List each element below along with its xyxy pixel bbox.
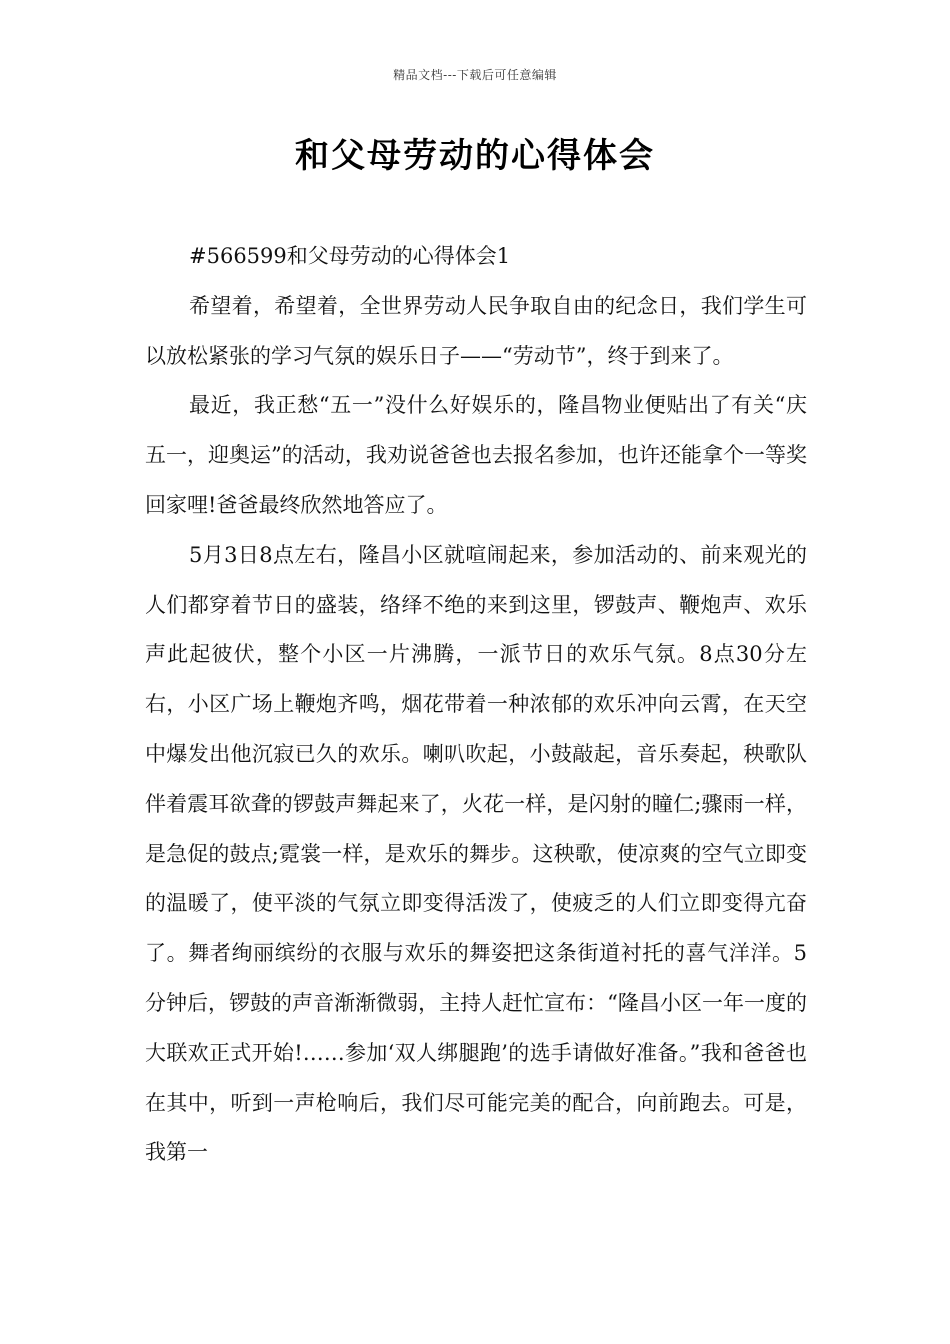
paragraph: 最近，我正愁“五一”没什么好娱乐的，隆昌物业便贴出了有关“庆五一，迎奥运”的活动，我劝说爸爸也去报名参加，也许还能拿个一等奖回家哩!爸爸最终欣然地答应了。 xyxy=(145,393,807,517)
document-body xyxy=(145,232,807,1178)
document-title: 和父母劳动的心得体会 xyxy=(295,136,655,176)
section-heading: #566599和父母劳动的心得体会1 xyxy=(189,244,511,268)
header-note: 精品文档---下载后可任意编辑 xyxy=(393,68,557,82)
paragraph: 希望着，希望着，全世界劳动人民争取自由的纪念日，我们学生可以放松紧张的学习气氛的娱乐日子——“劳动节”，终于到来了。 xyxy=(145,293,807,368)
paragraph: 5月3日8点左右，隆昌小区就喧闹起来，参加活动的、前来观光的人们都穿着节日的盛装，络绎不绝的来到这里，锣鼓声、鞭炮声、欢乐声此起彼伏，整个小区一片沸腾，一派节日的欢乐气氛。8点30分左右，小区广场上鞭炮齐鸣，烟花带着一种浓郁的欢乐冲向云霄，在天空中爆发出他沉寂已久的欢乐。喇叭吹起，小鼓敲起，音乐奏起，秧歌队伴着震耳欲聋的锣鼓声舞起来了，火花一样，是闪射的瞳仁;骤雨一样，是急促的鼓点;霓裳一样，是欢乐的舞步。这秧歌，使凉爽的空气立即变的温暖了，使平淡的气氛立即变得活泼了，使疲乏的人们立即变得亢奋了。舞者绚丽缤纷的衣服与欢乐的舞姿把这条街道衬托的喜气洋洋。5分钟后，锣鼓的声音渐渐微弱，主持人赶忙宣布：“隆昌小区一年一度的大联欢正式开始!……参加‘双人绑腿跑’的选手请做好准备。”我和爸爸也在其中，听到一声枪响后，我们尽可能完美的配合，向前跑去。可是，我第一 xyxy=(145,542,807,1165)
